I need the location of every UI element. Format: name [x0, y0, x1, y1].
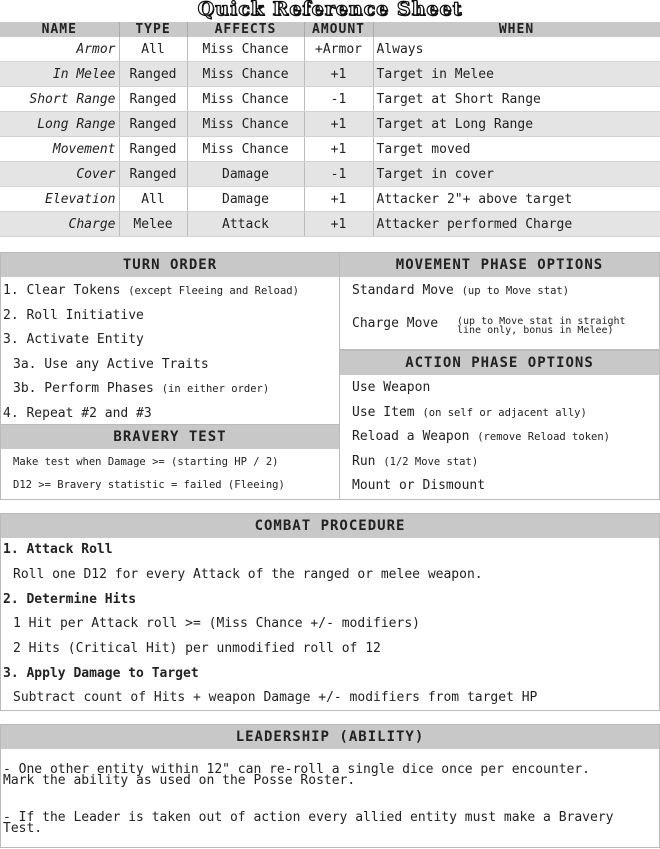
cell-name: Short Range — [0, 87, 119, 112]
cell-type: Ranged — [119, 162, 187, 187]
leadership-panel — [0, 724, 660, 848]
bravery-heading: BRAVERY TEST — [1, 425, 339, 449]
cell-affects: Attack — [187, 212, 304, 237]
cell-when: Target in Melee — [373, 62, 660, 87]
cell-when: Attacker 2"+ above target — [373, 187, 660, 212]
column-header: AMOUNT — [304, 22, 373, 37]
cell-name: Long Range — [0, 112, 119, 137]
cell-type: All — [119, 37, 187, 62]
table-row — [0, 162, 660, 187]
table-row — [0, 112, 660, 137]
table-row — [0, 37, 660, 62]
cell-when: Target at Long Range — [373, 112, 660, 137]
cell-affects: Damage — [187, 162, 304, 187]
table-row — [0, 62, 660, 87]
cell-amount: +1 — [304, 62, 373, 87]
cell-amount: -1 — [304, 87, 373, 112]
turn-step: 3. Activate Entity — [3, 332, 144, 348]
cell-affects: Damage — [187, 187, 304, 212]
column-header: NAME — [0, 22, 119, 37]
combat-panel — [0, 513, 660, 711]
cell-type: Melee — [119, 212, 187, 237]
leadership-heading: LEADERSHIP (ABILITY) — [1, 725, 659, 749]
page-title: Quick Reference Sheet — [197, 0, 463, 20]
cell-name: Elevation — [0, 187, 119, 212]
cell-name: Armor — [0, 37, 119, 62]
cell-amount: +1 — [304, 137, 373, 162]
turn-step: 1. Clear Tokens (except Fleeing and Reload) — [3, 283, 299, 298]
action-panel — [339, 350, 660, 500]
combat-step-1: 1. Attack Roll — [3, 542, 113, 557]
combat-step-2: 2. Determine Hits — [3, 592, 137, 607]
cell-when: Always — [373, 37, 660, 62]
cell-type: All — [119, 187, 187, 212]
leadership-rule-1: - One other entity within 12" can re-roll a single dice once per encounter. Mark the ability as used on the Posse Roster. — [3, 762, 590, 788]
combat-step-3-text: Subtract count of Hits + weapon Damage +/- modifiers from target HP — [13, 690, 538, 705]
combat-heading: COMBAT PROCEDURE — [1, 514, 659, 538]
table-row — [0, 137, 660, 162]
cell-when: Attacker performed Charge — [373, 212, 660, 237]
turn-order-panel — [0, 252, 340, 425]
action-option: Use Item (on self or adjacent ally) — [352, 404, 587, 420]
cell-affects: Miss Chance — [187, 112, 304, 137]
cell-type: Ranged — [119, 87, 187, 112]
table-row — [0, 187, 660, 212]
cell-affects: Miss Chance — [187, 87, 304, 112]
combat-step-1-text: Roll one D12 for every Attack of the ranged or melee weapon. — [13, 567, 483, 582]
combat-step-2-b: 2 Hits (Critical Hit) per unmodified roll of 12 — [13, 641, 381, 656]
cell-amount: +1 — [304, 212, 373, 237]
modifiers-table — [0, 22, 660, 237]
cell-name: In Melee — [0, 62, 119, 87]
column-header: AFFECTS — [187, 22, 304, 37]
turn-step: 2. Roll Initiative — [3, 307, 144, 323]
cell-when: Target in cover — [373, 162, 660, 187]
turn-step: 3a. Use any Active Traits — [13, 356, 209, 372]
cell-affects: Miss Chance — [187, 37, 304, 62]
cell-when: Target at Short Range — [373, 87, 660, 112]
turn-order-heading: TURN ORDER — [1, 253, 339, 277]
column-header: TYPE — [119, 22, 187, 37]
cell-affects: Miss Chance — [187, 62, 304, 87]
movement-heading: MOVEMENT PHASE OPTIONS — [340, 253, 659, 277]
charge-move: Charge Move — [352, 316, 439, 331]
turn-step: 4. Repeat #2 and #3 — [3, 406, 152, 421]
table-row — [0, 87, 660, 112]
action-option: Use Weapon — [352, 380, 431, 395]
action-option: Run (1/2 Move stat) — [352, 453, 479, 469]
bravery-panel — [0, 424, 340, 500]
cell-type: Ranged — [119, 112, 187, 137]
leadership-rule-2: - If the Leader is taken out of action every allied entity must make a Bravery Test. — [3, 810, 614, 836]
cell-type: Ranged — [119, 137, 187, 162]
cell-name: Movement — [0, 137, 119, 162]
bravery-line-1: Make test when Damage >= (starting HP / 2) — [13, 456, 279, 468]
bravery-line-2: D12 >= Bravery statistic = failed (Fleeing) — [13, 479, 285, 491]
combat-step-2-a: 1 Hit per Attack roll >= (Miss Chance +/- modifiers) — [13, 616, 420, 631]
action-option: Mount or Dismount — [352, 478, 486, 494]
action-heading: ACTION PHASE OPTIONS — [340, 351, 659, 375]
action-option: Reload a Weapon (remove Reload token) — [352, 429, 610, 445]
table-row — [0, 212, 660, 237]
standard-move: Standard Move (up to Move stat) — [352, 283, 570, 298]
turn-step: 3b. Perform Phases (in either order) — [13, 381, 270, 397]
movement-panel — [339, 252, 660, 350]
cell-amount: +1 — [304, 112, 373, 137]
cell-when: Target moved — [373, 137, 660, 162]
charge-move-note: (up to Move stat in straight line only, bonus in Melee) — [457, 316, 626, 336]
combat-step-3: 3. Apply Damage to Target — [3, 666, 199, 681]
column-header: WHEN — [373, 22, 660, 37]
cell-name: Cover — [0, 162, 119, 187]
cell-amount: +Armor — [304, 37, 373, 62]
cell-amount: +1 — [304, 187, 373, 212]
cell-amount: -1 — [304, 162, 373, 187]
cell-type: Ranged — [119, 62, 187, 87]
cell-name: Charge — [0, 212, 119, 237]
cell-affects: Miss Chance — [187, 137, 304, 162]
